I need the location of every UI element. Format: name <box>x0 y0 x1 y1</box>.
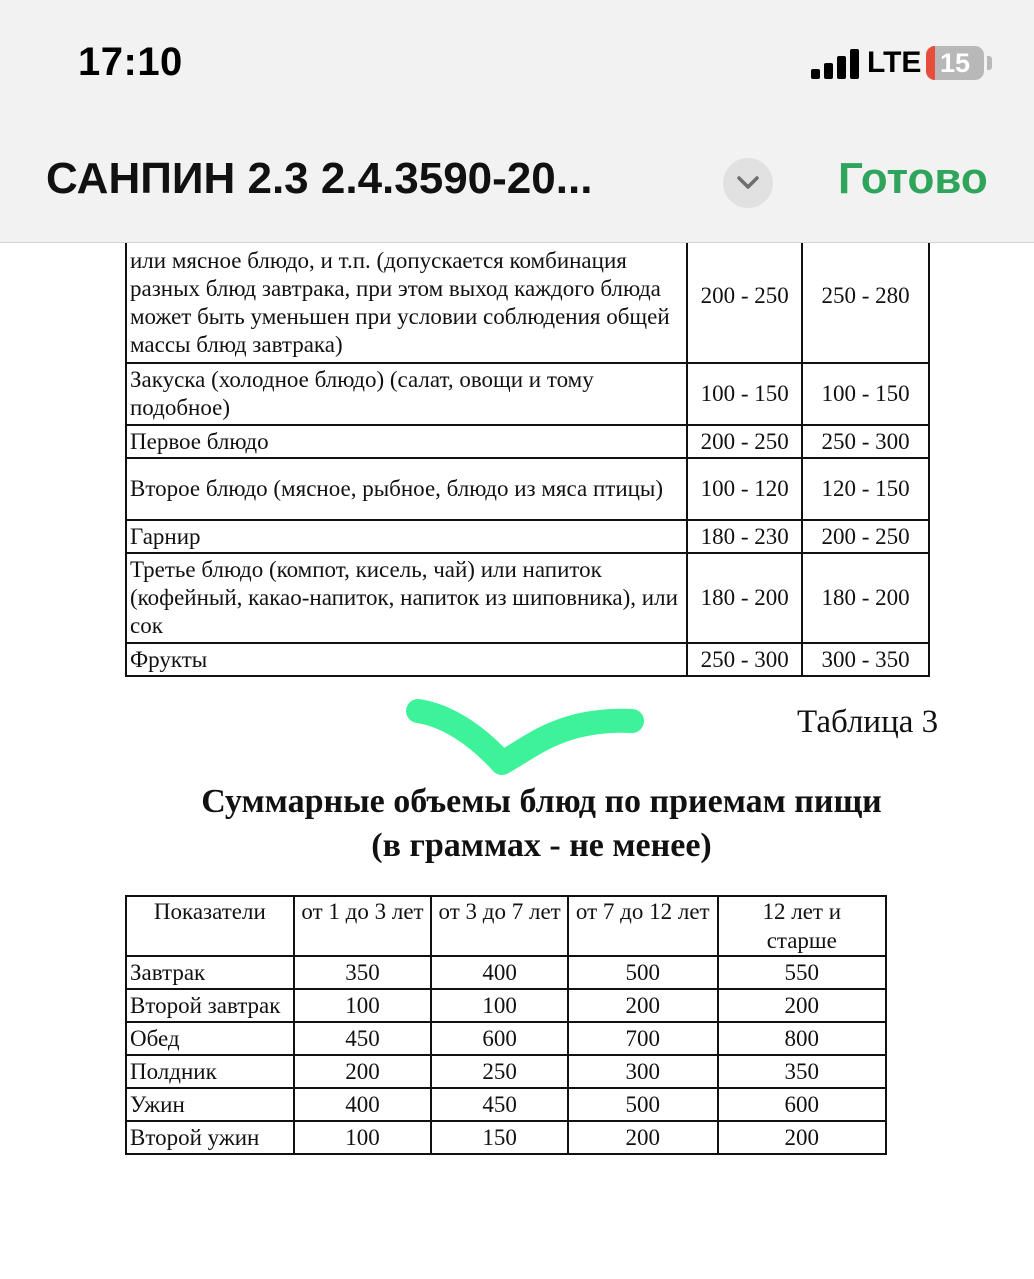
meal-name: Полдник <box>126 1055 294 1088</box>
table-row <box>126 1088 886 1121</box>
dish-name: Фрукты <box>126 643 687 676</box>
column-header: от 3 до 7 лет <box>431 896 568 956</box>
table-cell: 450 <box>431 1088 568 1121</box>
cellular-signal-icon <box>811 49 859 79</box>
table-row <box>126 425 929 458</box>
table-cell: 500 <box>568 956 718 989</box>
dish-name: или мясное блюдо, и т.п. (допускается комбинация разных блюд завтрака, при этом выход каждого блюда может быть уменьшен при условии соблюдения общей массы блюд завтрака) <box>126 229 687 363</box>
portion-value: 180 - 200 <box>802 553 929 643</box>
column-header: 12 лет и старше <box>718 896 886 956</box>
portion-value: 200 - 250 <box>687 425 802 458</box>
meal-name: Второй ужин <box>126 1121 294 1154</box>
portion-value: 120 - 150 <box>802 458 929 520</box>
highlighter-checkmark <box>400 693 650 789</box>
table-cell: 550 <box>718 956 886 989</box>
table-cell: 300 <box>568 1055 718 1088</box>
table-row <box>126 643 929 676</box>
table-cell: 400 <box>431 956 568 989</box>
portion-table <box>125 228 930 677</box>
portion-value: 300 - 350 <box>802 643 929 676</box>
battery-level: 15 <box>939 48 971 78</box>
portion-value: 100 - 150 <box>687 363 802 425</box>
table-title-line: (в граммах - не менее) <box>371 827 712 864</box>
battery-tip <box>987 56 992 70</box>
column-header: от 1 до 3 лет <box>294 896 432 956</box>
portion-value: 100 - 120 <box>687 458 802 520</box>
meal-name: Второй завтрак <box>126 989 294 1022</box>
meal-name: Обед <box>126 1022 294 1055</box>
table-header-row <box>126 896 886 956</box>
table-cell: 200 <box>568 1121 718 1154</box>
table-cell: 200 <box>718 989 886 1022</box>
dish-name: Третье блюдо (компот, кисель, чай) или напиток (кофейный, какао-напиток, напиток из шиповника), или сок <box>126 553 687 643</box>
portion-value: 200 - 250 <box>687 229 802 363</box>
table-number-label: Таблица 3 <box>797 704 939 740</box>
table-cell: 200 <box>568 989 718 1022</box>
table-cell: 200 <box>718 1121 886 1154</box>
battery-icon <box>926 46 984 80</box>
portion-value: 200 - 250 <box>802 520 929 553</box>
dish-name: Второе блюдо (мясное, рыбное, блюдо из мяса птицы) <box>126 458 687 520</box>
meal-name: Завтрак <box>126 956 294 989</box>
table-cell: 150 <box>431 1121 568 1154</box>
meal-volume-table <box>125 895 887 1155</box>
network-type: LTE <box>867 46 922 79</box>
table-row <box>126 520 929 553</box>
table-cell: 700 <box>568 1022 718 1055</box>
portion-value: 250 - 300 <box>802 425 929 458</box>
portion-value: 180 - 200 <box>687 553 802 643</box>
done-button[interactable]: Готово <box>838 154 988 203</box>
table-row <box>126 363 929 425</box>
table-row <box>126 1121 886 1154</box>
document-title[interactable]: САНПИН 2.3 2.4.3590-20... <box>46 154 593 203</box>
table-title <box>0 780 1034 868</box>
table-cell: 600 <box>718 1088 886 1121</box>
table-cell: 100 <box>294 1121 432 1154</box>
table-cell: 500 <box>568 1088 718 1121</box>
table-row <box>126 956 886 989</box>
portion-value: 250 - 300 <box>687 643 802 676</box>
table-cell: 250 <box>431 1055 568 1088</box>
table-cell: 200 <box>294 1055 432 1088</box>
table-cell: 100 <box>431 989 568 1022</box>
chevron-down-icon <box>736 173 760 193</box>
table-cell: 400 <box>294 1088 432 1121</box>
table-title-line: Суммарные объемы блюд по приемам пищи <box>201 783 882 820</box>
table-row <box>126 1022 886 1055</box>
top-navigation-bar <box>0 0 1034 243</box>
portion-value: 180 - 230 <box>687 520 802 553</box>
table-row <box>126 458 929 520</box>
table-cell: 100 <box>294 989 432 1022</box>
table-row <box>126 989 886 1022</box>
portion-value: 250 - 280 <box>802 229 929 363</box>
portion-value: 100 - 150 <box>802 363 929 425</box>
column-header: от 7 до 12 лет <box>568 896 718 956</box>
chevron-down-button[interactable] <box>723 158 773 208</box>
dish-name: Гарнир <box>126 520 687 553</box>
meal-name: Ужин <box>126 1088 294 1121</box>
status-time: 17:10 <box>78 40 183 84</box>
table-cell: 350 <box>294 956 432 989</box>
table-row <box>126 1055 886 1088</box>
table-row <box>126 229 929 363</box>
table-row <box>126 553 929 643</box>
table-cell: 600 <box>431 1022 568 1055</box>
table-cell: 350 <box>718 1055 886 1088</box>
table-cell: 800 <box>718 1022 886 1055</box>
dish-name: Закуска (холодное блюдо) (салат, овощи и тому подобное) <box>126 363 687 425</box>
table-cell: 450 <box>294 1022 432 1055</box>
column-header: Показатели <box>126 896 294 956</box>
dish-name: Первое блюдо <box>126 425 687 458</box>
